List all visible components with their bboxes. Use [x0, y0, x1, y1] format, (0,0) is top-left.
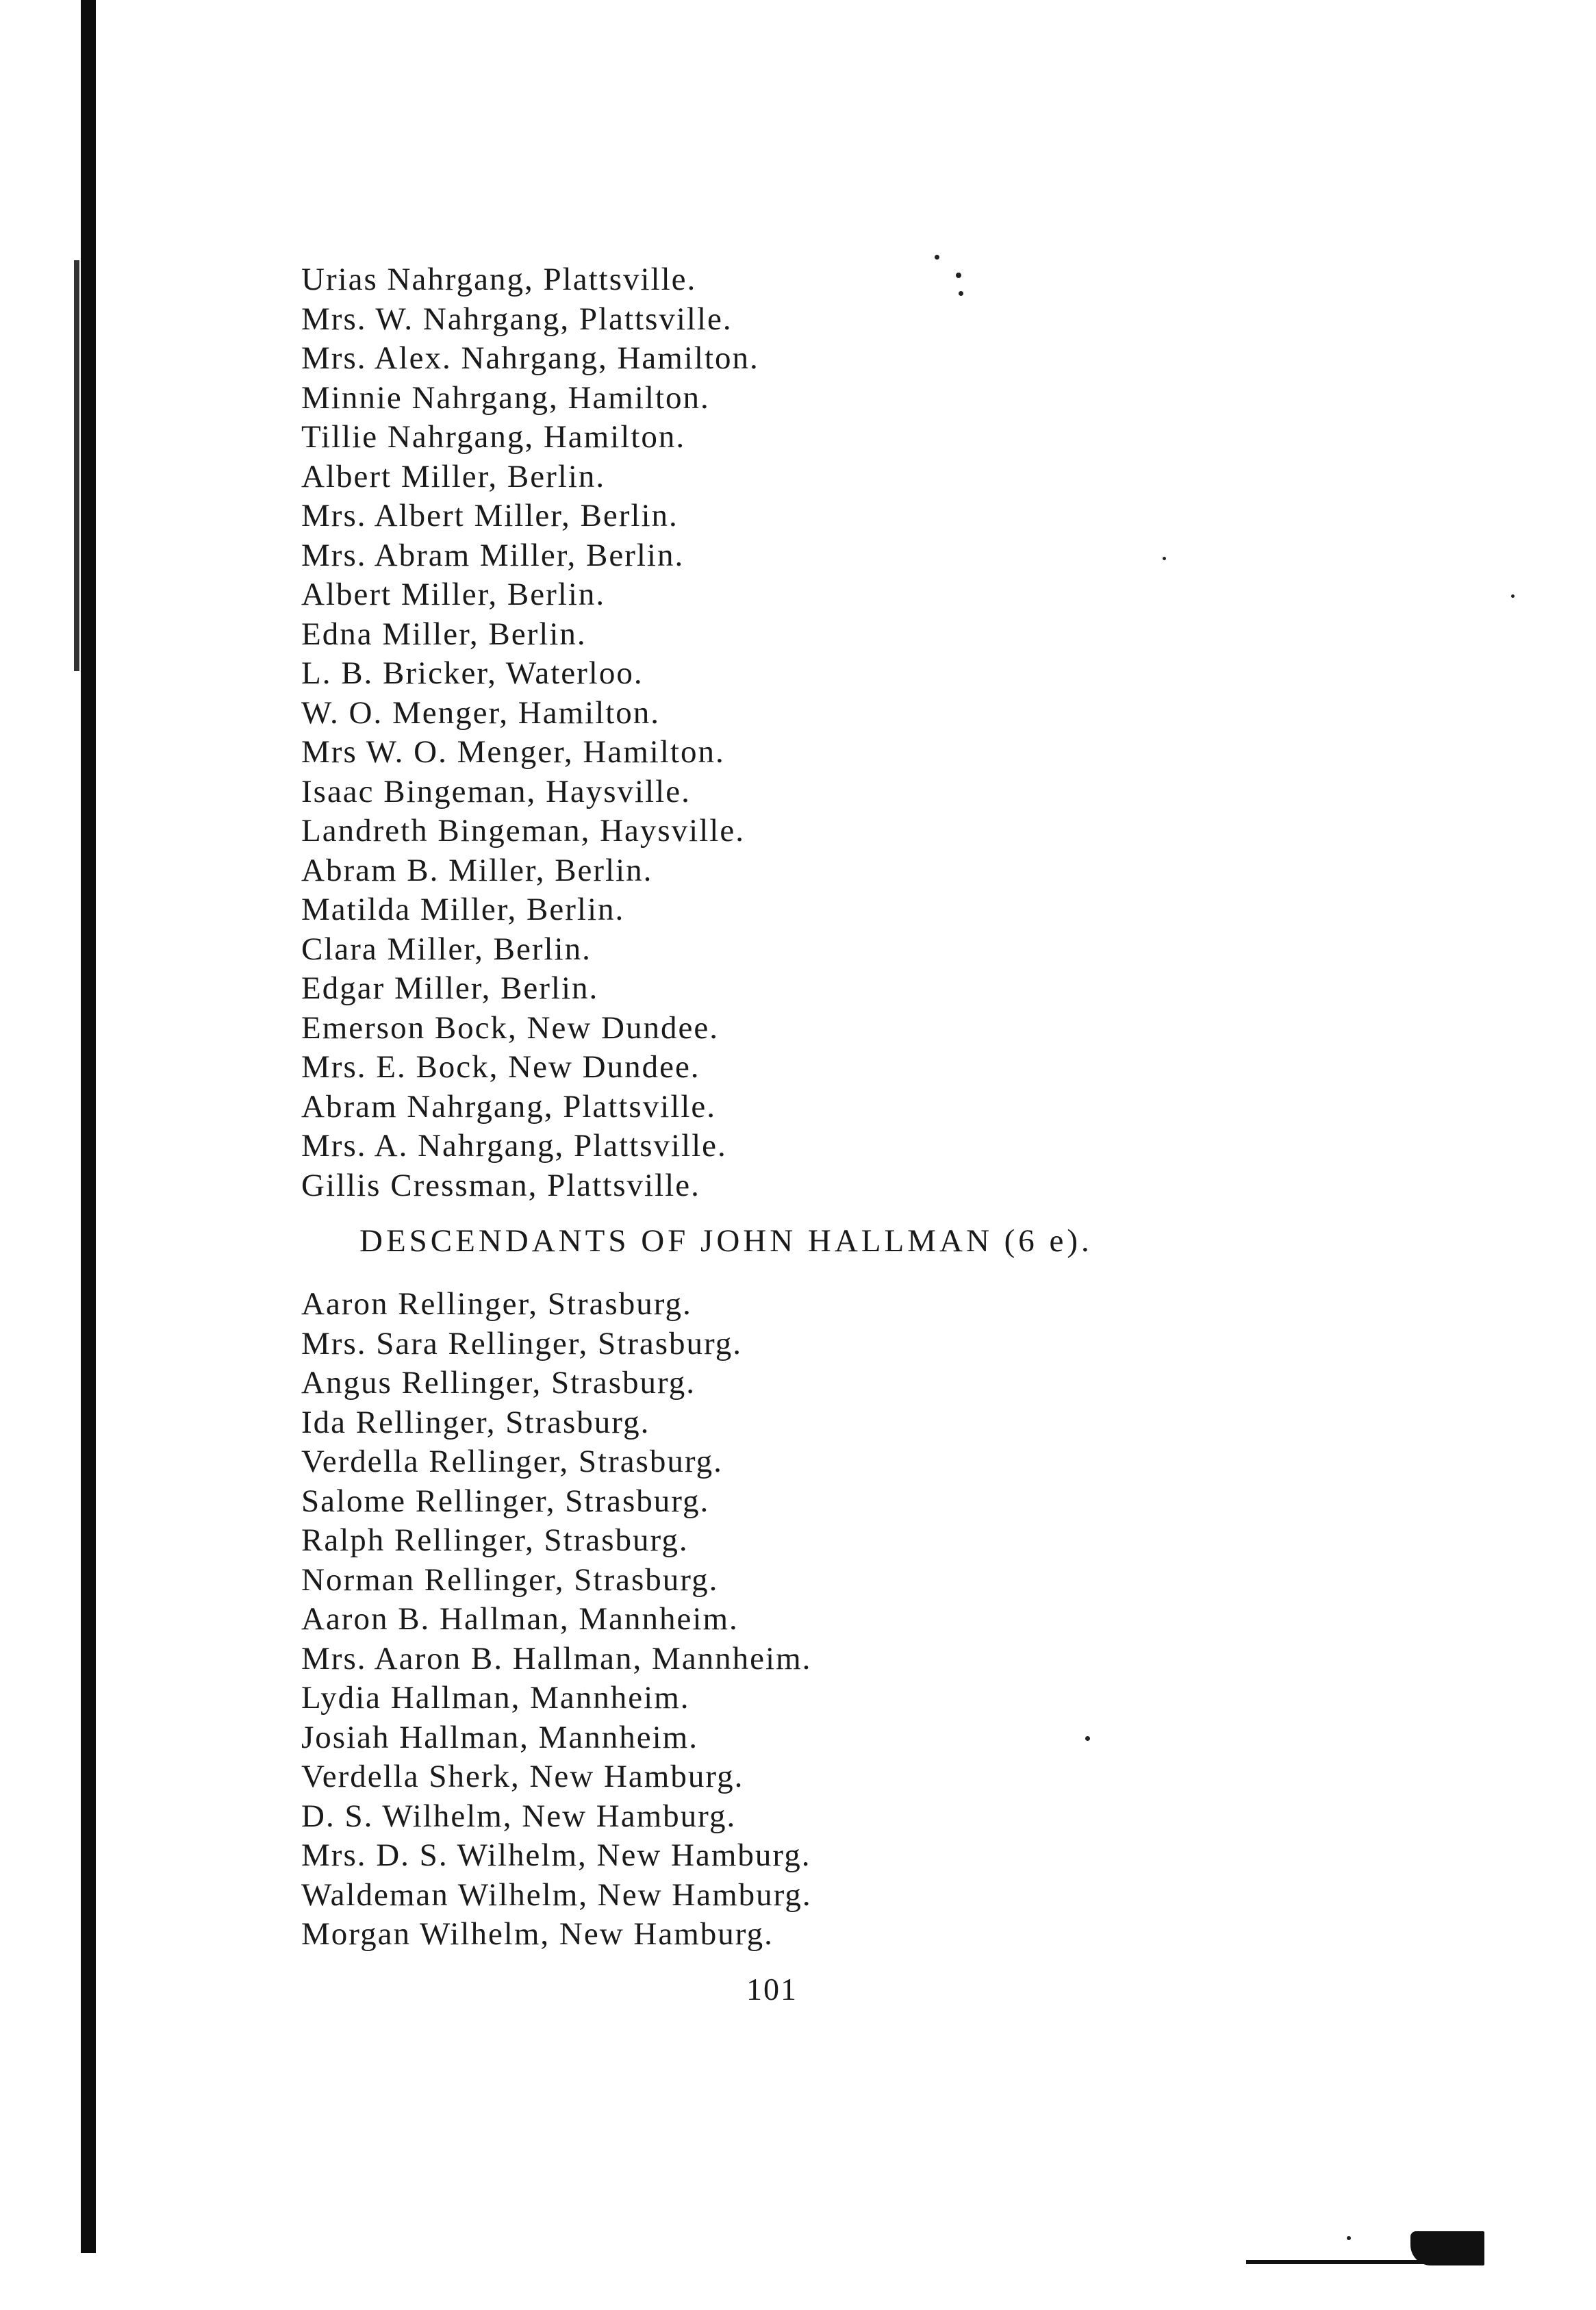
list-item: Mrs. D. S. Wilhelm, New Hamburg. — [301, 1837, 811, 1873]
list-item: Mrs. W. Nahrgang, Plattsville. — [301, 301, 733, 337]
list-item: Aaron B. Hallman, Mannheim. — [301, 1601, 739, 1637]
list-item: Matilda Miller, Berlin. — [301, 892, 625, 927]
entries-list-before — [301, 260, 1328, 1205]
list-item: Isaac Bingeman, Haysville. — [301, 773, 691, 809]
list-item: Aaron Rellinger, Strasburg. — [301, 1286, 692, 1322]
list-item: Landreth Bingeman, Haysville. — [301, 813, 745, 849]
list-item: Mrs. Aaron B. Hallman, Mannheim. — [301, 1640, 812, 1677]
list-item: Edgar Miller, Berlin. — [301, 970, 599, 1006]
ink-speck — [956, 273, 961, 278]
ink-speck — [935, 255, 939, 260]
binding-edge — [81, 0, 96, 2253]
list-item: Mrs. Abram Miller, Berlin. — [301, 537, 685, 573]
list-item: Gillis Cressman, Plattsville. — [301, 1167, 700, 1203]
list-item: Albert Miller, Berlin. — [301, 577, 606, 612]
list-item: Ralph Rellinger, Strasburg. — [301, 1522, 689, 1558]
page-number: 101 — [746, 1972, 798, 2007]
list-item: Angus Rellinger, Strasburg. — [301, 1365, 696, 1401]
list-item: Lydia Hallman, Mannheim. — [301, 1680, 690, 1716]
list-item: Clara Miller, Berlin. — [301, 931, 592, 967]
list-item: Verdella Sherk, New Hamburg. — [301, 1759, 744, 1794]
list-item: L. B. Bricker, Waterloo. — [301, 655, 644, 691]
list-item: Norman Rellinger, Strasburg. — [301, 1561, 719, 1598]
list-item: Abram Nahrgang, Plattsville. — [301, 1088, 716, 1125]
list-item: Minnie Nahrgang, Hamilton. — [301, 379, 710, 416]
list-item: Mrs. E. Bock, New Dundee. — [301, 1049, 700, 1085]
list-item: Mrs. A. Nahrgang, Plattsville. — [301, 1128, 727, 1164]
list-item: D. S. Wilhelm, New Hamburg. — [301, 1798, 737, 1834]
ink-speck — [1347, 2236, 1351, 2240]
list-item: Mrs. Sara Rellinger, Strasburg. — [301, 1325, 743, 1361]
list-item: Waldeman Wilhelm, New Hamburg. — [301, 1876, 812, 1913]
list-item: Albert Miller, Berlin. — [301, 458, 606, 494]
list-item: Verdella Rellinger, Strasburg. — [301, 1444, 723, 1479]
list-item: Tillie Nahrgang, Hamilton. — [301, 419, 686, 455]
list-item: Emerson Bock, New Dundee. — [301, 1009, 719, 1046]
list-item: Josiah Hallman, Mannheim. — [301, 1719, 698, 1755]
list-item: Abram B. Miller, Berlin. — [301, 852, 653, 888]
ink-speck — [1511, 594, 1515, 598]
list-item: W. O. Menger, Hamilton. — [301, 694, 661, 731]
page-text-column — [301, 260, 1328, 1955]
entries-list-after — [301, 1285, 1328, 1955]
ink-speck — [1163, 557, 1166, 560]
list-item: Salome Rellinger, Strasburg. — [301, 1483, 710, 1519]
section-heading: DESCENDANTS OF JOHN HALLMAN (6 e). — [359, 1223, 1093, 1259]
list-item: Morgan Wilhelm, New Hamburg. — [301, 1916, 774, 1952]
ink-speck — [1085, 1736, 1090, 1741]
list-item: Mrs W. O. Menger, Hamilton. — [301, 734, 725, 770]
list-item: Urias Nahrgang, Plattsville. — [301, 262, 697, 297]
list-item: Ida Rellinger, Strasburg. — [301, 1404, 650, 1440]
list-item: Mrs. Albert Miller, Berlin. — [301, 498, 679, 533]
bottom-edge-blot — [1410, 2231, 1484, 2265]
list-item: Mrs. Alex. Nahrgang, Hamilton. — [301, 340, 759, 376]
ink-speck — [959, 291, 963, 296]
binding-edge-shadow — [74, 260, 79, 671]
list-item: Edna Miller, Berlin. — [301, 616, 587, 652]
